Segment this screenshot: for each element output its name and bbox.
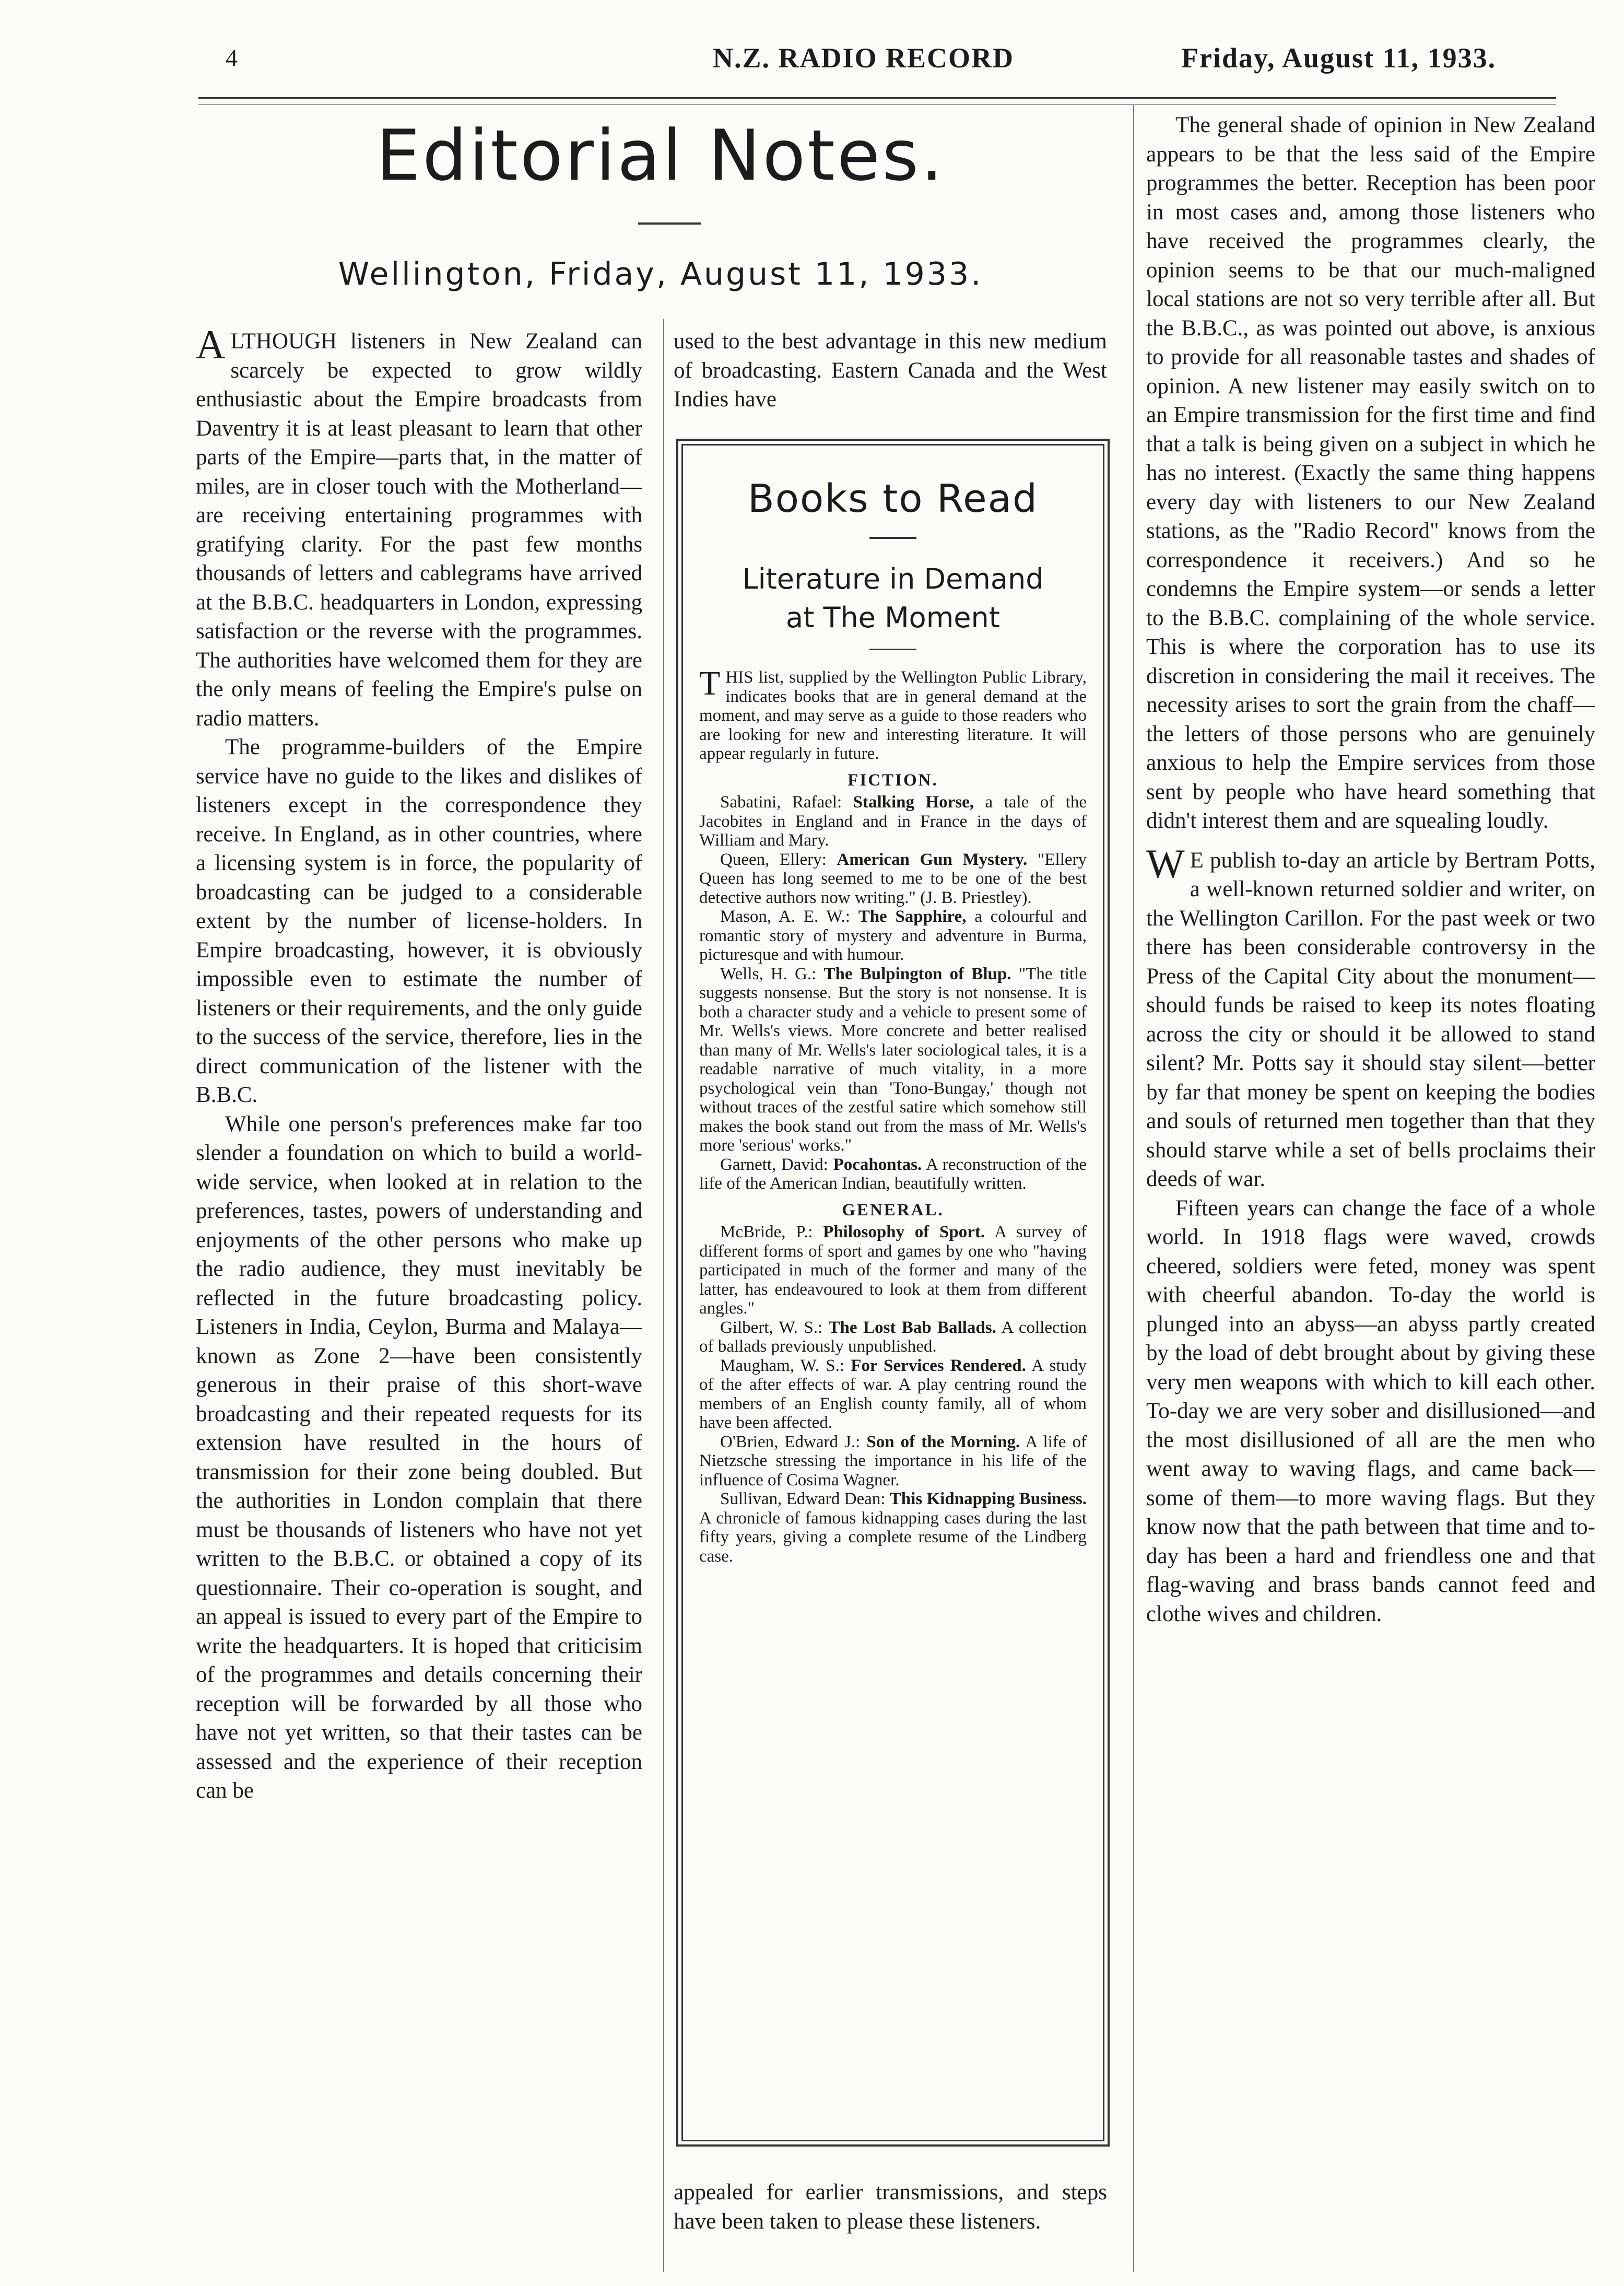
col3-paragraph-3: Fifteen years can change the face of a whole world. In 1918 flags were waved, crowds cheered, soldiers were feted, money was spent with cheerful abandon. To-day the world is plunged into an abyss—an abyss partly created by the load of debt brought about by giving these very men weapons with which to kill each other. To-day we are very sober and disillusioned—and the most disillusioned of all are the men who went away to waving flags, and came back—some of them—to more waving flags. But they know now that the path between that time and to-day has been a hard and friendless one and that flag-waving and brass bands cannot feed and clothe wives and children. — [1146, 1195, 1595, 1626]
column-2-top: used to the best advantage in this new medium of broadcasting. Eastern Canada and the West Indies have — [674, 329, 1107, 412]
col3-paragraph-2-text: E publish to-day an article by Bertram Potts, a well-known returned soldier and writer, on the Wellington Carillon. For the past week or two there has been considerable controversy in the Press of the Capital City about the monument—should funds be raised to keep its notes floating across the city or should it be allowed to stand silent? Mr. Potts say it should stay silent—better by far that money be spent on keeping the bodies and souls of returned men together than that they should starve while a set of bells proclaims their deeds of war. — [1146, 848, 1595, 1191]
book-author: Mason, A. E. W.: — [720, 907, 850, 926]
book-title: Son of the Morning. — [866, 1432, 1020, 1451]
paragraph-3: While one person's preferences make far too slender a foundation on which to build a world-wide service, when looked at in relation to the preferences, tastes, powers of understanding and enjoyments of the other persons who make up the radio audience, they must inevitably be reflected in the future broadcasting policy. Listeners in India, Ceylon, Burma and Malaya—known as Zone 2—have been consistently generous in their praise of this short-wave broadcasting and their repeated requests for its extension have resulted in the hours of transmission for their zone being doubled. But the authorities in London complain that there must be thousands of listeners who have not yet written to the B.B.C. or obtained a copy of its questionnaire. Their co-operation is sought, and an appeal is issued to every part of the Empire to write the headquarters. It is hoped that criticisim of the programmes and details concerning their reception will be forwarded by all those who have not yet written, so that their tastes can be assessed and the experience of their reception can be — [196, 1111, 642, 1803]
editorial-dateline: Wellington, Friday, August 11, 1933. — [338, 256, 983, 292]
page-number: 4 — [226, 44, 239, 71]
books-to-read-box — [676, 439, 1110, 2147]
book-description: a colourful and romantic story of mystery and adventure in Burma, picturesque and with humour. — [699, 907, 1087, 964]
book-author: Garnett, David: — [720, 1155, 828, 1174]
dropcap-t: T — [699, 664, 721, 702]
book-description: A reconstruction of the life of the American Indian, beautifully written. — [699, 1155, 1087, 1193]
fiction-heading: FICTION. — [848, 770, 938, 790]
book-description: a tale of the Jacobites in England and in France in the days of William and Mary. — [699, 793, 1087, 850]
book-entry — [699, 1223, 1087, 1318]
book-author: Gilbert, W. S.: — [720, 1318, 823, 1337]
book-description: "Ellery Queen has long seemed to me to be one of the best detective authors now writing." (J. B. Priestley). — [699, 850, 1087, 907]
book-author: Maugham, W. S.: — [720, 1356, 844, 1375]
book-entry — [699, 1490, 1087, 1566]
dropcap-a: A — [196, 327, 226, 367]
book-title: The Sapphire, — [858, 907, 967, 926]
editorial-title: Editorial Notes. — [376, 115, 945, 196]
col3-paragraph-1: The general shade of opinion in New Zealand appears to be that the less said of the Empire programmes the better. Reception has been poor in most cases and, among those listeners who have received the programmes clearly, the opinion seems to be that our much-maligned local stations are not so very terrible after all. But the B.B.C., as was pointed out above, is anxious to provide for all reasonable tastes and shades of opinion. A new listener may easily switch on to an Empire transmission for the first time and find that a talk is being given on a subject in which he has no interest. (Exactly the same thing happens every day with listeners to our New Zealand stations, as the "Radio Record" knows from the correspondence it receivers.) And so he condemns the Empire system—or sends a letter to the B.B.C. complaining of the whole service. This is where the corporation has to use its discretion in considering the mail it receives. The necessity arises to sort the grain from the chaff—the letters of those persons who are genuinely anxious to help the Empire services from those sent by people who have heard something that didn't interest them and are squealing loudly. — [1146, 113, 1595, 833]
paragraph-2: The programme-builders of the Empire service have no guide to the likes and dislikes of listeners except in the correspondence they receive. In England, as in other countries, where a licensing system is in force, the popularity of broadcasting can be judged to a considerable extent by the number of license-holders. In Empire broadcasting, however, it is obviously impossible even to estimate the number of listeners or their requirements, and the only guide to the success of the service, therefore, lies in the direct communication of the listener with the B.B.C. — [196, 735, 642, 1107]
box-subtitle-2: at The Moment — [786, 601, 1000, 634]
col3-paragraph-2 — [1146, 840, 1595, 1194]
book-title: The Bulpington of Blup. — [823, 964, 1011, 983]
book-entry — [699, 1318, 1087, 1356]
book-entry — [699, 793, 1087, 850]
book-entry — [699, 1433, 1087, 1490]
general-heading: GENERAL. — [842, 1200, 944, 1220]
box-title: Books to Read — [748, 476, 1038, 521]
book-title: Pocahontas. — [833, 1155, 922, 1174]
column-rule-left — [663, 319, 664, 2272]
title-divider — [638, 222, 701, 225]
book-title: Philosophy of Sport. — [823, 1223, 985, 1241]
book-author: McBride, P.: — [720, 1223, 813, 1241]
book-title: This Kidnapping Business. — [889, 1490, 1087, 1508]
book-author: Queen, Ellery: — [720, 850, 827, 869]
column-1 — [196, 327, 642, 2270]
header-rule-thin — [198, 104, 1556, 105]
book-title: Stalking Horse, — [853, 793, 974, 812]
dropcap-w: W — [1146, 840, 1185, 886]
issue-date: Friday, August 11, 1933. — [1181, 42, 1497, 74]
book-title: For Services Rendered. — [851, 1356, 1026, 1375]
book-author: O'Brien, Edward J.: — [720, 1432, 861, 1451]
book-description: A life of Nietzsche stressing the importance in his life of the influence of Cosima Wagner. — [699, 1432, 1087, 1490]
book-description: A chronicle of famous kidnapping cases during the last fifty years, giving a complete resume of the Lindberg case. — [699, 1508, 1087, 1566]
column-2-bottom: appealed for earlier transmissions, and steps have been taken to please these listeners. — [674, 2180, 1107, 2234]
box-intro — [699, 664, 1087, 764]
book-entry — [699, 850, 1087, 908]
paragraph-1 — [196, 327, 642, 733]
books-list — [699, 664, 1087, 1566]
column-rule-right — [1133, 104, 1134, 2272]
book-author: Wells, H. G.: — [720, 964, 817, 983]
box-intro-text: HIS list, supplied by the Wellington Public Library, indicates books that are in general demand at the moment, and may serve as a guide to those readers who are looking for new and interesting literature. It will appear regularly in future. — [699, 668, 1087, 763]
publication-name: N.Z. RADIO RECORD — [713, 42, 1015, 74]
box-subtitle-divider — [869, 649, 916, 650]
book-title: American Gun Mystery. — [837, 850, 1028, 869]
book-title: The Lost Bab Ballads. — [828, 1318, 996, 1337]
book-author: Sullivan, Edward Dean: — [720, 1490, 886, 1508]
book-description: A collection of ballads previously unpublished. — [699, 1318, 1087, 1356]
book-entry — [699, 907, 1087, 965]
book-entry — [699, 965, 1087, 1155]
column-3 — [1146, 111, 1595, 2273]
box-subtitle-1: Literature in Demand — [742, 562, 1044, 595]
paragraph-1-text: LTHOUGH listeners in New Zealand can scarcely be expected to grow wildly enthusiastic about the Empire broadcasts from Daventry it is at least pleasant to learn that other parts of the Empire—parts that, in the matter of miles, are in closer touch with the Motherland—are receiving entertaining programmes with gratifying clarity. For the past few months thousands of letters and cablegrams have arrived at the B.B.C. headquarters in London, expressing satisfaction or the reverse with the programmes. The authorities have welcomed them for they are the only means of feeling the Empire's pulse on radio matters. — [196, 329, 642, 731]
box-title-divider — [869, 537, 916, 539]
book-entry — [699, 1155, 1087, 1193]
book-description: "The title suggests nonsense. But the story is not nonsense. It is both a character study and a vehicle to present some of Mr. Wells's views. More concrete and better realised than many of Mr. Wells's later sociological tales, it is a readable narrative of much vitality, in a more psychological vein than 'Tono-Bungay,' though not without traces of the zestful satire which somehow still makes the book stand out from the mass of Mr. Wells's more 'serious' works." — [699, 964, 1087, 1155]
book-description: A study of the after effects of war. A play centring round the members of an English county family, all of whom have been affected. — [699, 1356, 1087, 1432]
book-description: A survey of different forms of sport and games by one who "having participated in much of the former and many of the latter, has endeavoured to look at them from different angles." — [699, 1223, 1087, 1318]
header-rule — [198, 97, 1556, 99]
book-entry — [699, 1356, 1087, 1433]
book-author: Sabatini, Rafael: — [720, 793, 842, 812]
